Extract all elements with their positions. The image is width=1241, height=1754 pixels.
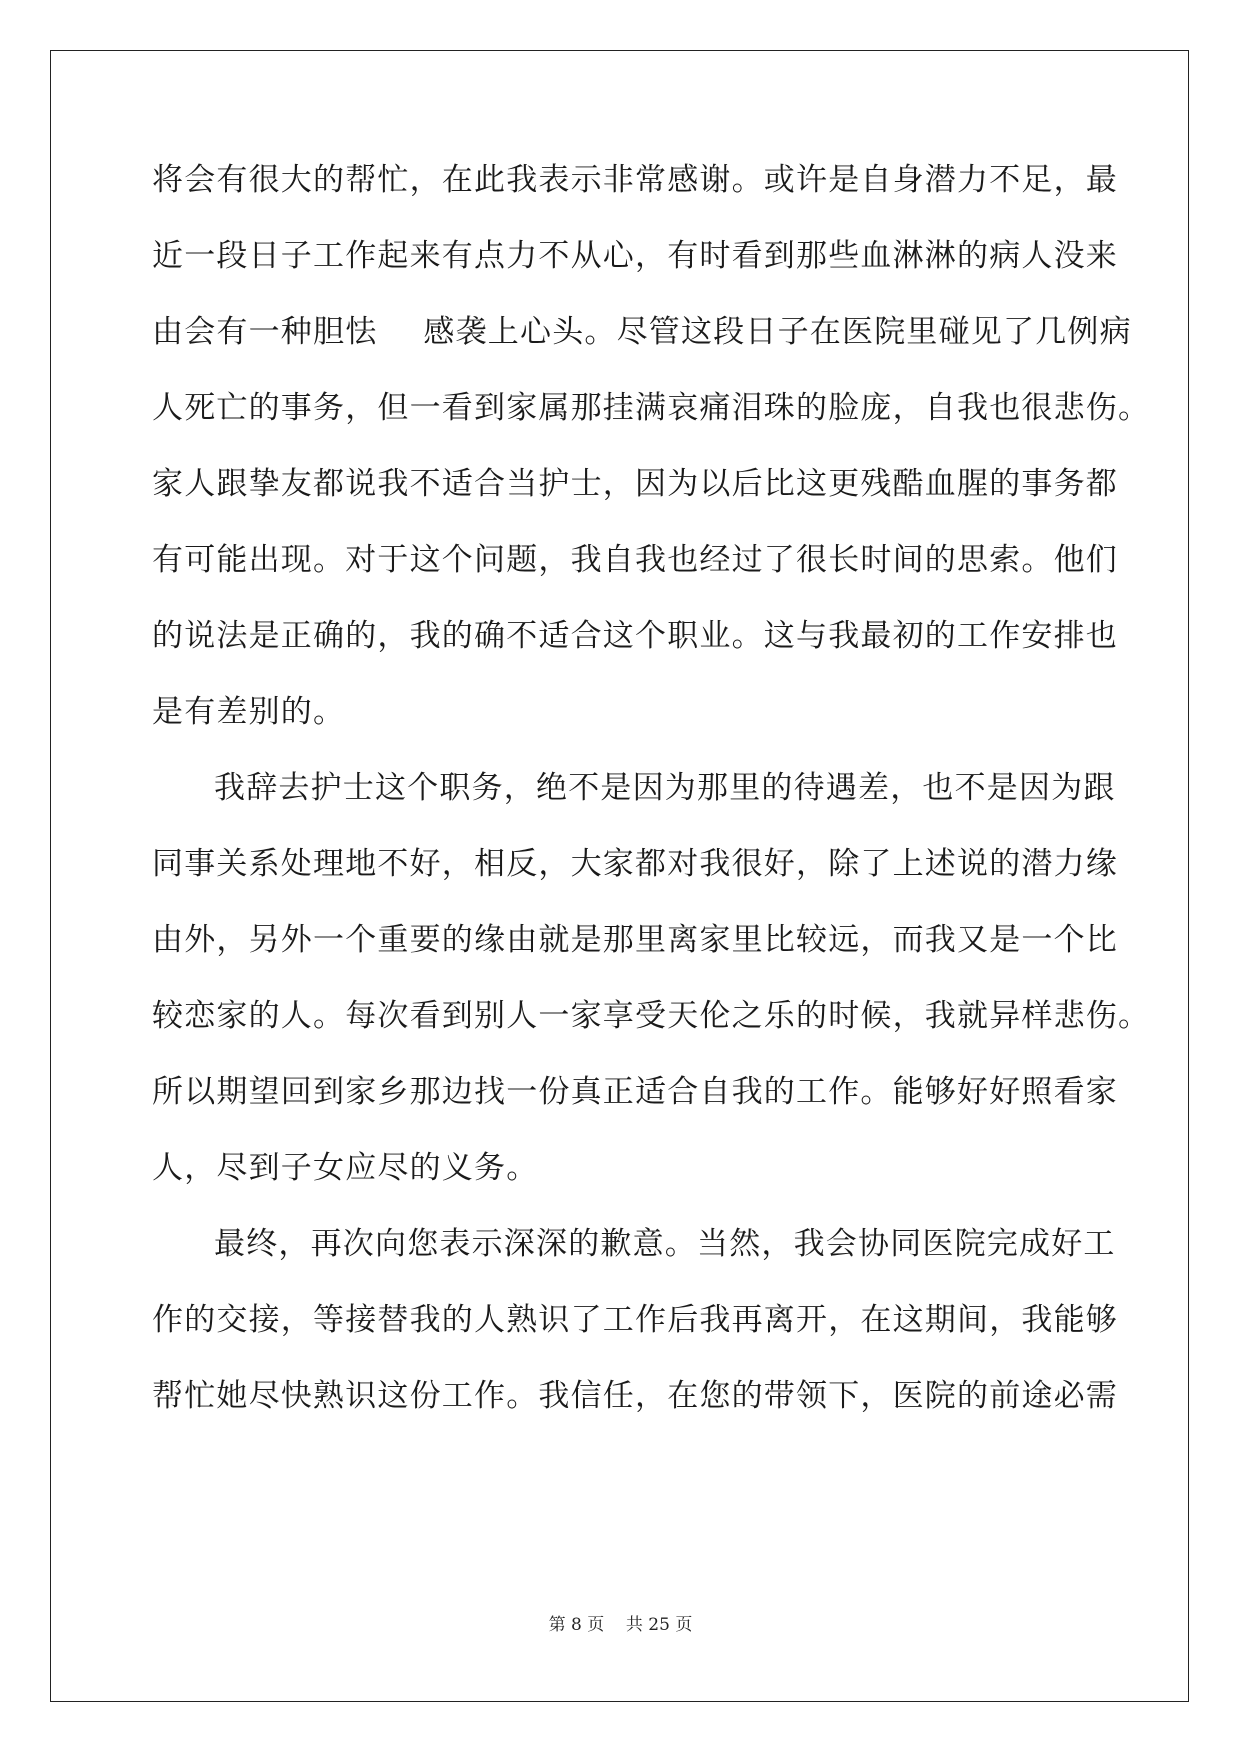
- text-line: 的说法是正确的，我的确不适合这个职业。这与我最初的工作安排也: [152, 618, 1118, 654]
- text-segment: 由会有一种胆怯: [152, 314, 378, 350]
- paragraph-start-line: 最终，再次向您表示深深的歉意。当然，我会协同医院完成好工: [214, 1226, 1116, 1262]
- text-line: 有可能出现。对于这个问题，我自我也经过了很长时间的思索。他们: [152, 542, 1118, 578]
- text-line: 作的交接，等接替我的人熟识了工作后我再离开，在这期间，我能够: [152, 1302, 1118, 1338]
- text-line: 将会有很大的帮忙，在此我表示非常感谢。或许是自身潜力不足，最: [152, 162, 1118, 198]
- text-line: 所以期望回到家乡那边找一份真正适合自我的工作。能够好好照看家: [152, 1074, 1118, 1110]
- text-line: 家人跟挚友都说我不适合当护士，因为以后比这更残酷血腥的事务都: [152, 466, 1118, 502]
- document-body: [152, 160, 1151, 1452]
- text-line: 人，尽到子女应尽的义务。: [152, 1150, 539, 1186]
- text-line: 同事关系处理地不好，相反，大家都对我很好，除了上述说的潜力缘: [152, 846, 1118, 882]
- paragraph-start-line: 我辞去护士这个职务，绝不是因为那里的待遇差，也不是因为跟: [214, 770, 1116, 806]
- text-line: 是有差别的。: [152, 694, 346, 730]
- text-line: 帮忙她尽快熟识这份工作。我信任，在您的带领下，医院的前途必需: [152, 1378, 1118, 1414]
- text-line: [152, 312, 1132, 388]
- page-number-footer: [0, 1610, 1241, 1635]
- page-number-label: 第 8 页 共 25 页: [548, 1615, 693, 1635]
- text-line: 由外，另外一个重要的缘由就是那里离家里比较远，而我又是一个比: [152, 922, 1118, 958]
- text-line: 较恋家的人。每次看到别人一家享受天伦之乐的时候，我就异样悲伤。: [152, 998, 1151, 1034]
- text-line: 近一段日子工作起来有点力不从心，有时看到那些血淋淋的病人没来: [152, 238, 1118, 274]
- text-line: 人死亡的事务，但一看到家属那挂满哀痛泪珠的脸庞，自我也很悲伤。: [152, 390, 1151, 426]
- text-segment: 感袭上心头。尽管这段日子在医院里碰见了几例病: [423, 314, 1132, 350]
